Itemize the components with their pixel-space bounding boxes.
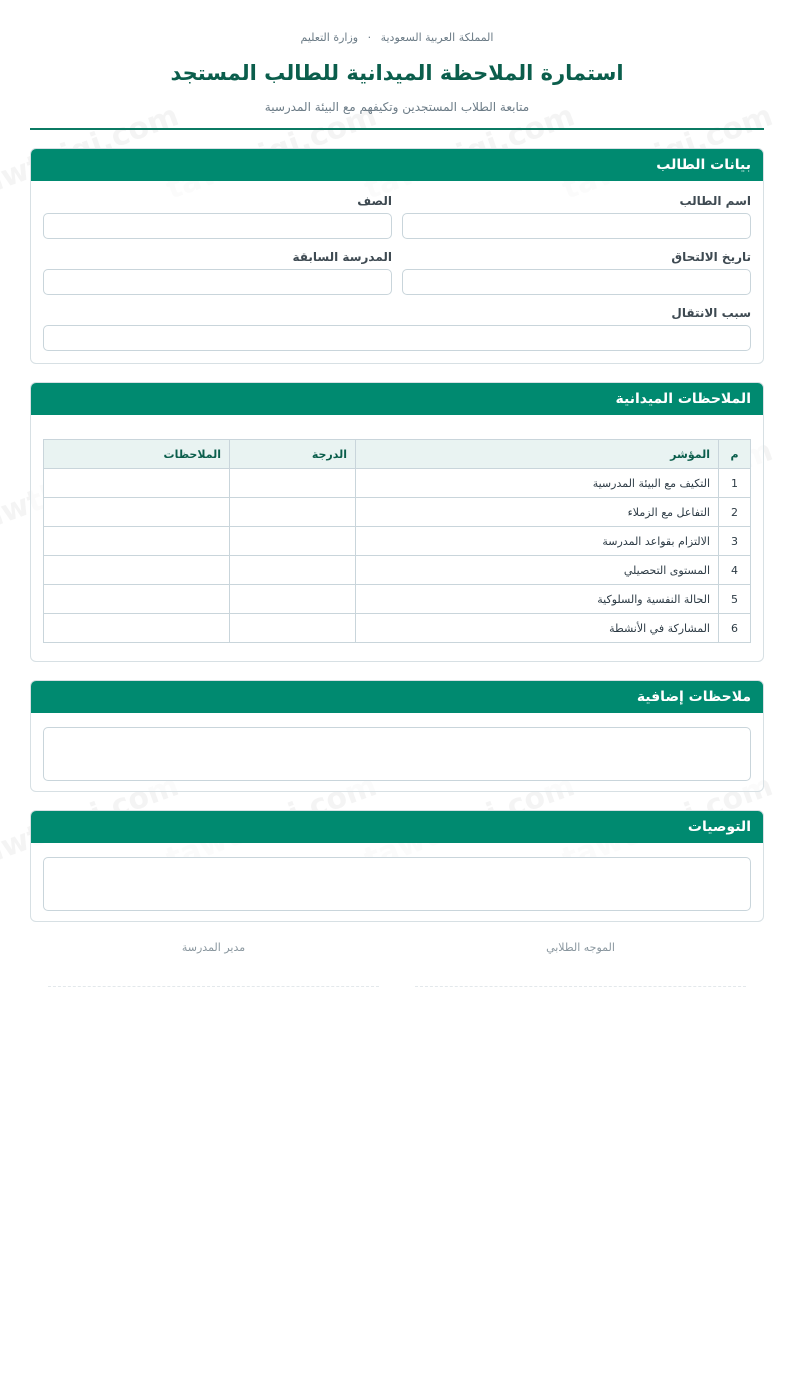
- table-row: [44, 585, 751, 614]
- row-grade-cell[interactable]: [230, 527, 356, 556]
- row-notes-cell[interactable]: [44, 469, 230, 498]
- row-indicator: الالتزام بقواعد المدرسة: [356, 527, 719, 556]
- principal-signature: [48, 940, 378, 987]
- row-indicator: المستوى التحصيلي: [356, 556, 719, 585]
- signature-line: [48, 986, 378, 987]
- recommendations-textarea[interactable]: [43, 857, 751, 911]
- row-number: 6: [719, 614, 751, 643]
- table-row: [44, 556, 751, 585]
- previous-school-input[interactable]: [43, 269, 392, 295]
- table-row: [44, 527, 751, 556]
- student-name-label: اسم الطالب: [679, 194, 751, 208]
- row-number: 4: [719, 556, 751, 585]
- row-notes-cell[interactable]: [44, 527, 230, 556]
- row-notes-cell[interactable]: [44, 556, 230, 585]
- table-header-row: [44, 440, 751, 469]
- row-number: 3: [719, 527, 751, 556]
- section-title: بيانات الطالب: [31, 149, 763, 181]
- table-row: [44, 498, 751, 527]
- row-notes-cell[interactable]: [44, 498, 230, 527]
- ministry-name: وزارة التعليم: [300, 31, 359, 44]
- section-title: ملاحظات إضافية: [31, 681, 763, 713]
- join-date-input[interactable]: [402, 269, 751, 295]
- principal-signature-label: مدير المدرسة: [181, 941, 246, 954]
- separator: ·: [367, 31, 372, 44]
- transfer-reason-label: سبب الانتقال: [671, 306, 751, 320]
- recommendations-section: [30, 810, 764, 922]
- column-header-grade: الدرجة: [230, 440, 356, 469]
- column-header-indicator: المؤشر: [356, 440, 719, 469]
- join-date-label: تاريخ الالتحاق: [671, 250, 751, 264]
- header-divider: [30, 128, 764, 130]
- transfer-reason-field-group: [43, 305, 751, 351]
- grade-input[interactable]: [43, 213, 392, 239]
- row-number: 5: [719, 585, 751, 614]
- student-info-section: [30, 148, 764, 364]
- row-grade-cell[interactable]: [230, 585, 356, 614]
- signature-line: [415, 986, 745, 987]
- page-title: استمارة الملاحظة الميدانية للطالب المستجد: [170, 61, 624, 85]
- column-header-notes: الملاحظات: [44, 440, 230, 469]
- row-grade-cell[interactable]: [230, 498, 356, 527]
- previous-school-label: المدرسة السابقة: [292, 250, 392, 264]
- section-title: التوصيات: [31, 811, 763, 843]
- row-indicator: التفاعل مع الزملاء: [356, 498, 719, 527]
- transfer-reason-input[interactable]: [43, 325, 751, 351]
- join-date-field-group: [402, 249, 751, 295]
- additional-notes-textarea[interactable]: [43, 727, 751, 781]
- grade-field-group: [43, 193, 392, 239]
- signatures-area: [30, 940, 764, 987]
- row-notes-cell[interactable]: [44, 585, 230, 614]
- row-number: 2: [719, 498, 751, 527]
- student-name-input[interactable]: [402, 213, 751, 239]
- page-subtitle: متابعة الطلاب المستجدين وتكيفهم مع البيئة المدرسية: [264, 100, 530, 114]
- ministry-line: [30, 30, 764, 46]
- field-observations-section: [30, 382, 764, 662]
- row-grade-cell[interactable]: [230, 614, 356, 643]
- student-name-field-group: [402, 193, 751, 239]
- row-indicator: المشاركة في الأنشطة: [356, 614, 719, 643]
- row-indicator: التكيف مع البيئة المدرسية: [356, 469, 719, 498]
- column-header-number: م: [719, 440, 751, 469]
- row-indicator: الحالة النفسية والسلوكية: [356, 585, 719, 614]
- row-number: 1: [719, 469, 751, 498]
- table-row: [44, 469, 751, 498]
- section-title: الملاحظات الميدانية: [31, 383, 763, 415]
- row-grade-cell[interactable]: [230, 469, 356, 498]
- form-header: [30, 30, 764, 130]
- table-row: [44, 614, 751, 643]
- grade-label: الصف: [357, 194, 392, 208]
- row-grade-cell[interactable]: [230, 556, 356, 585]
- counselor-signature: [415, 940, 745, 987]
- previous-school-field-group: [43, 249, 392, 295]
- observations-table: [43, 439, 751, 643]
- counselor-signature-label: الموجه الطلابي: [546, 941, 615, 954]
- row-notes-cell[interactable]: [44, 614, 230, 643]
- additional-notes-section: [30, 680, 764, 792]
- country-name: المملكة العربية السعودية: [380, 31, 494, 44]
